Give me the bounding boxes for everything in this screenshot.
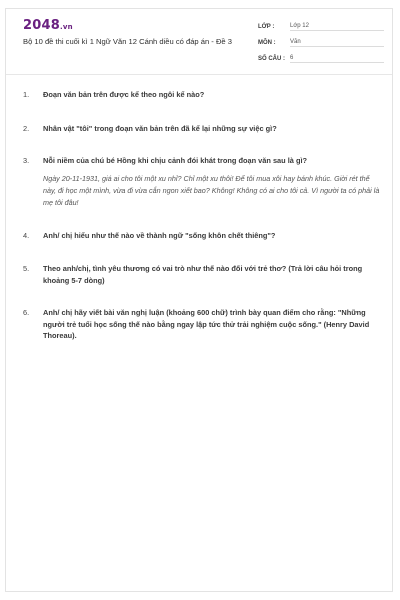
question-text: Nỗi niềm của chú bé Hồng khi chịu cảnh đói khát trong đoạn văn sau là gì? — [43, 156, 308, 165]
question-text: Đoạn văn bản trên được kể theo ngôi kể nào? — [43, 90, 205, 99]
meta-row-grade — [258, 19, 384, 35]
question-text: Theo anh/chị, tình yêu thương có vai trò như thế nào đối với trẻ thơ? (Trả lời câu hỏi trong khoảng 5-7 dòng) — [43, 264, 363, 285]
question-item — [23, 230, 383, 242]
site-logo[interactable] — [23, 18, 73, 33]
question-number: 1. — [23, 90, 30, 99]
question-item — [23, 155, 383, 209]
question-number: 5. — [23, 264, 30, 273]
meta-label: LỚP : — [258, 24, 275, 30]
quoted-passage: Ngày 20-11-1931, giá ai cho tôi một xu nhỉ? Chỉ một xu thôi! Để tôi mua xôi hay bánh khúc. Giời rét thế này, đi học một mình, vừa đi vừa cắn ngon xiết bao? Không! Không có ai cho tôi cả. Vì người ta có phải là mẹ tôi đâu! — [43, 173, 380, 207]
document-title: Bộ 10 đề thi cuối kì 1 Ngữ Văn 12 Cánh diều có đáp án - Đề 3 — [23, 37, 232, 46]
meta-row-count — [258, 51, 384, 67]
question-number: 4. — [23, 231, 30, 240]
question-item — [23, 263, 383, 286]
question-text: Anh/ chị hãy viết bài văn nghị luận (khoảng 600 chữ) trình bày quan điểm cho rằng: "Những người trẻ tuổi học sống thế nào bằng ngay lập tức thử trải nghiệm cuộc sống." (Henry David Thoreau). — [43, 308, 370, 340]
meta-value: 6 — [290, 55, 384, 63]
meta-label: MÔN : — [258, 40, 276, 46]
question-text: Nhân vật "tôi" trong đoạn văn bản trên đã kể lại những sự việc gì? — [43, 124, 277, 133]
logo-main: 2048 — [23, 18, 60, 33]
meta-value: Lớp 12 — [290, 23, 384, 31]
question-item — [23, 123, 383, 135]
question-text: Anh/ chị hiểu như thế nào về thành ngữ "sống khôn chết thiêng"? — [43, 231, 276, 240]
question-item — [23, 89, 383, 101]
meta-row-subject — [258, 35, 384, 51]
question-number: 6. — [23, 308, 30, 317]
meta-value: Văn — [290, 39, 384, 47]
question-item — [23, 307, 383, 342]
exam-sheet — [5, 8, 393, 592]
question-number: 2. — [23, 124, 30, 133]
logo-tld: .vn — [59, 23, 73, 31]
question-number: 3. — [23, 156, 30, 165]
exam-meta — [258, 19, 384, 67]
exam-header — [6, 9, 392, 75]
meta-label: SỐ CÂU : — [258, 56, 285, 62]
